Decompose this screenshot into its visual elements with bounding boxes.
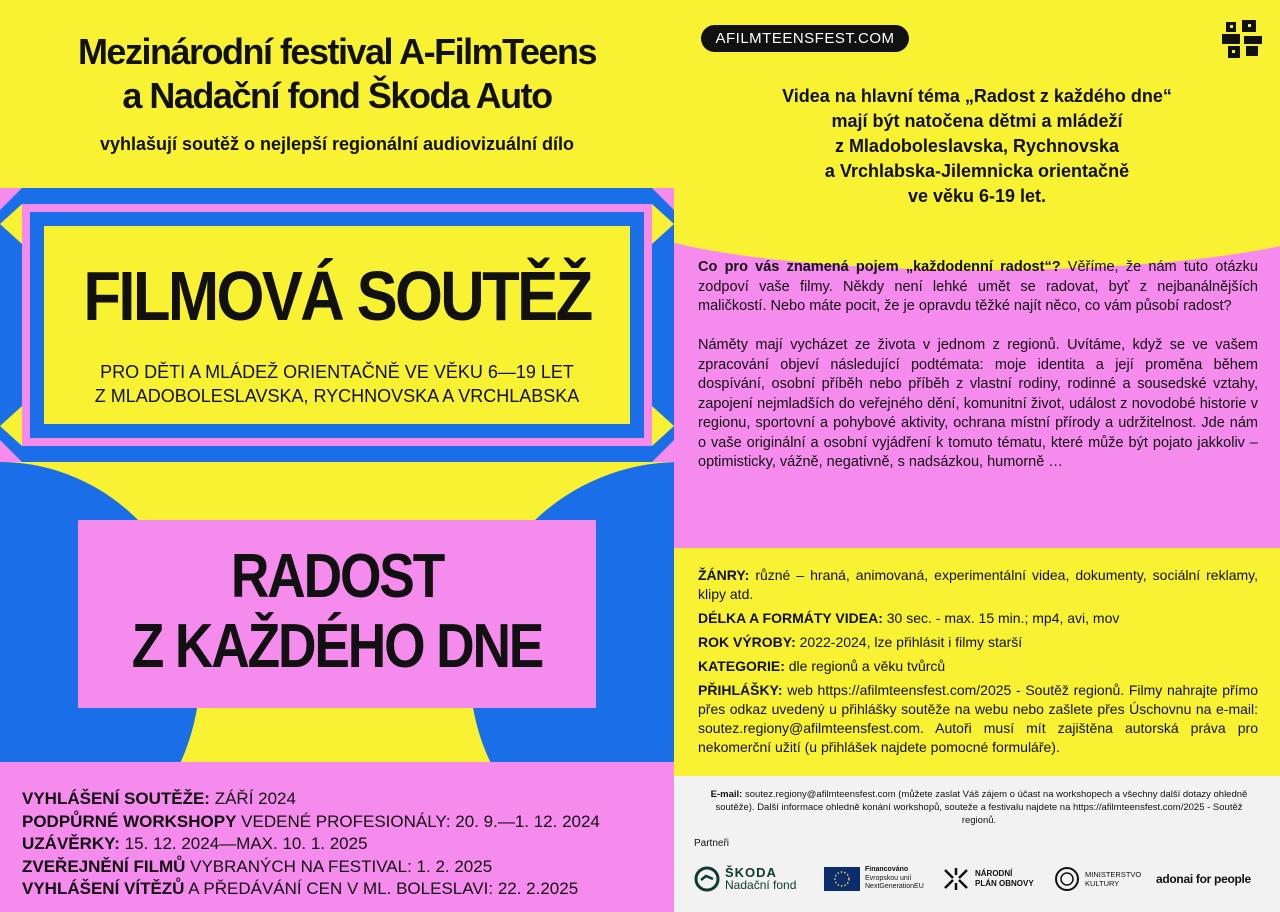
date-deadlines: UZÁVĚRKY: 15. 12. 2024—MAX. 10. 1. 2025	[22, 834, 368, 853]
right-panel	[674, 0, 1280, 912]
info-genres: ŽÁNRY: různé – hraná, animovaná, experimentální videa, dokumenty, sociální reklamy, klipy atd.	[698, 567, 1258, 602]
partner-npo: NÁRODNÍ PLÁN OBNOVY	[942, 866, 1034, 892]
info-year: ROK VÝROBY: 2022-2024, lze přihlásit i filmy starší	[698, 634, 1023, 650]
info-formats: DÉLKA A FORMÁTY VIDEA: 30 sec. - max. 15 min.; mp4, avi, mov	[698, 610, 1120, 626]
header-line-2: a Nadační fond Škoda Auto	[122, 75, 552, 116]
region-line: Z MLADOBOLESLAVSKA, RYCHNOVSKA A VRCHLABSKA	[94, 386, 580, 406]
eu-flag-icon	[824, 867, 860, 891]
info-section	[674, 548, 1280, 776]
info-applications: PŘIHLÁŠKY: web https://afilmteensfest.com/2025 - Soutěž regionů. Filmy nahrajte přímo přes odkaz uvedený u přihlášky soutěže na webu nebo zašlete přes Úschovnu na e-mail: soutez.regiony@afilmteensfest.com. Autoři musí mít zajištěna autorská práva pro nekomerční užití (u přihlášek najdete pomocné formuláře).	[698, 682, 1258, 755]
festival-logo-icon	[1222, 20, 1262, 58]
npo-logo-icon	[942, 866, 970, 892]
theme-box	[78, 520, 596, 708]
body-text	[698, 258, 1258, 492]
website-link[interactable]: AFILMTEENSFEST.COM	[701, 25, 909, 52]
footer-contact: E-mail: soutez.regiony@afilmteensfest.com (můžete zaslat Váš zájem o účast na workshopech a všechny další dotazy ohledně soutěže). Další informace ohledně konání workshopů, souteže a festivalu najdete na https://afilmteensfest.com/2025 - Soutěž regionů.	[710, 789, 1248, 826]
theme-line-2: Z KAŽDÉHO DNE	[131, 612, 543, 681]
body-paragraph-2: Náměty mají vycházet ze života v jednom z regionů. Uvítáme, když se ve vašem zpracování objeví následující podtémata: moje identita a její proměna během dospívání, osobní příběh nebo příběh z vlastní rodiny, rodinné a sousedské vztahy, zapojení nejmladších do veřejného dění, komunitní život, událost z novodobé historie v regionu, sportovní a pohybové aktivity, ochrana místní přírody a udržitelnost. Jde nám o vaše originální a osobní vyjádření k tomuto tématu, které může být pojato jakkoliv – optimisticky, vážně, negativně, s nadsázkou, humorně …	[698, 337, 1258, 470]
title-frame	[0, 188, 674, 462]
body-paragraph-1: Co pro vás znamená pojem „každodenní radost“? Věříme, že nám tuto otázku zodpoví vaše filmy. Někdy není lehké umět se radovat, byť z nejbanálnějších maličkostí. Nebo máte pocit, že je opravdu těžké najít něco, co vám působí radost?	[698, 259, 1258, 314]
frame-content	[44, 226, 630, 424]
partner-adonai: adonai for people	[1156, 872, 1251, 886]
header-line-1: Mezinárodní festival A-FilmTeens	[77, 31, 597, 72]
theme-description: Videa na hlavní téma „Radost z každého dne“ mají být natočena dětmi a mládeží z Mladoboleslavska, Rychnovska a Vrchlabska-Jilemnicka orientačně ve věku 6-19 let.	[782, 86, 1172, 206]
left-header	[0, 0, 674, 188]
theme-section	[0, 462, 674, 762]
skoda-logo-icon	[694, 866, 720, 892]
date-publication: ZVEŘEJNĚNÍ FILMŮ VYBRANÝCH NA FESTIVAL: 1. 2. 2025	[22, 856, 493, 876]
partner-skoda: ŠKODA Nadační fond	[694, 866, 796, 892]
ministry-logo-icon	[1054, 866, 1080, 892]
partner-ministry: MINISTERSTVO KULTURY	[1054, 866, 1141, 892]
partner-eu: Financováno Evropskou unií NextGenerationEU	[824, 866, 924, 892]
partners-label: Partneři	[694, 838, 730, 849]
date-winners: VYHLÁŠENÍ VÍTĚZŮ A PŘEDÁVÁNÍ CEN V ML. BOLESLAVI: 22. 2.2025	[22, 879, 579, 898]
dates-section	[0, 762, 674, 912]
age-line: PRO DĚTI A MLÁDEŽ ORIENTAČNĚ VE VĚKU 6—19 LET	[100, 362, 574, 382]
footer	[674, 776, 1280, 912]
date-announcement: VYHLÁŠENÍ SOUTĚŽE: ZÁŘÍ 2024	[22, 789, 296, 808]
header-subtitle: vyhlašují soutěž o nejlepší regionální audiovizuální dílo	[99, 134, 575, 154]
competition-title: FILMOVÁ SOUTĚŽ	[83, 257, 591, 335]
date-workshops: PODPŮRNÉ WORKSHOPY VEDENÉ PROFESIONÁLY: 20. 9.—1. 12. 2024	[22, 811, 600, 831]
info-category: KATEGORIE: dle regionů a věku tvůrců	[698, 658, 946, 674]
theme-line-1: RADOST	[230, 542, 444, 611]
